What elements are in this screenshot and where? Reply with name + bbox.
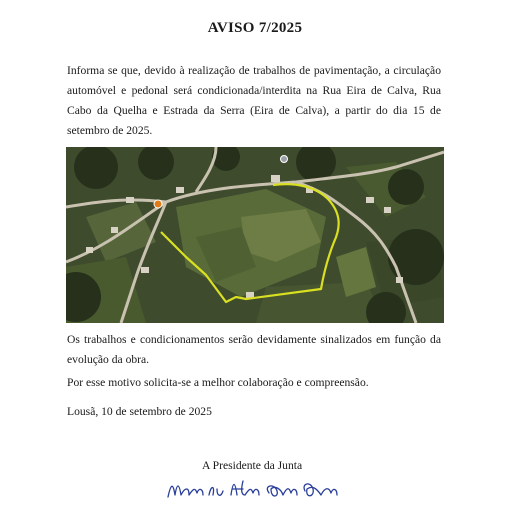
notice-paragraph-main: Informa se que, devido à realização de trabalhos de pavimentação, a circulação automóvel e pedonal será condicionada/interdita na Rua Eira de Calva, Rua Cabo da Quelha e Estrada da Serra (Eira de Calva), a partir do dia 15 de setembro de 2025. <box>67 64 441 137</box>
map-location-pin-icon <box>154 200 162 208</box>
handwritten-signature <box>165 475 375 510</box>
signatory-title: A Presidente da Junta <box>202 459 303 472</box>
signature-icon <box>165 475 375 505</box>
aerial-map-image <box>66 147 444 323</box>
map-location-pin-icon-2 <box>281 156 288 163</box>
map-svg <box>66 147 444 323</box>
notice-paragraph-request: Por esse motivo solicita-se a melhor colaboração e compreensão. <box>67 376 369 389</box>
notice-paragraph-signage: Os trabalhos e condicionamentos serão devidamente sinalizados em função da evolução da obra. <box>67 333 441 366</box>
notice-date: Lousã, 10 de setembro de 2025 <box>67 405 212 418</box>
notice-title: AVISO 7/2025 <box>207 20 303 36</box>
